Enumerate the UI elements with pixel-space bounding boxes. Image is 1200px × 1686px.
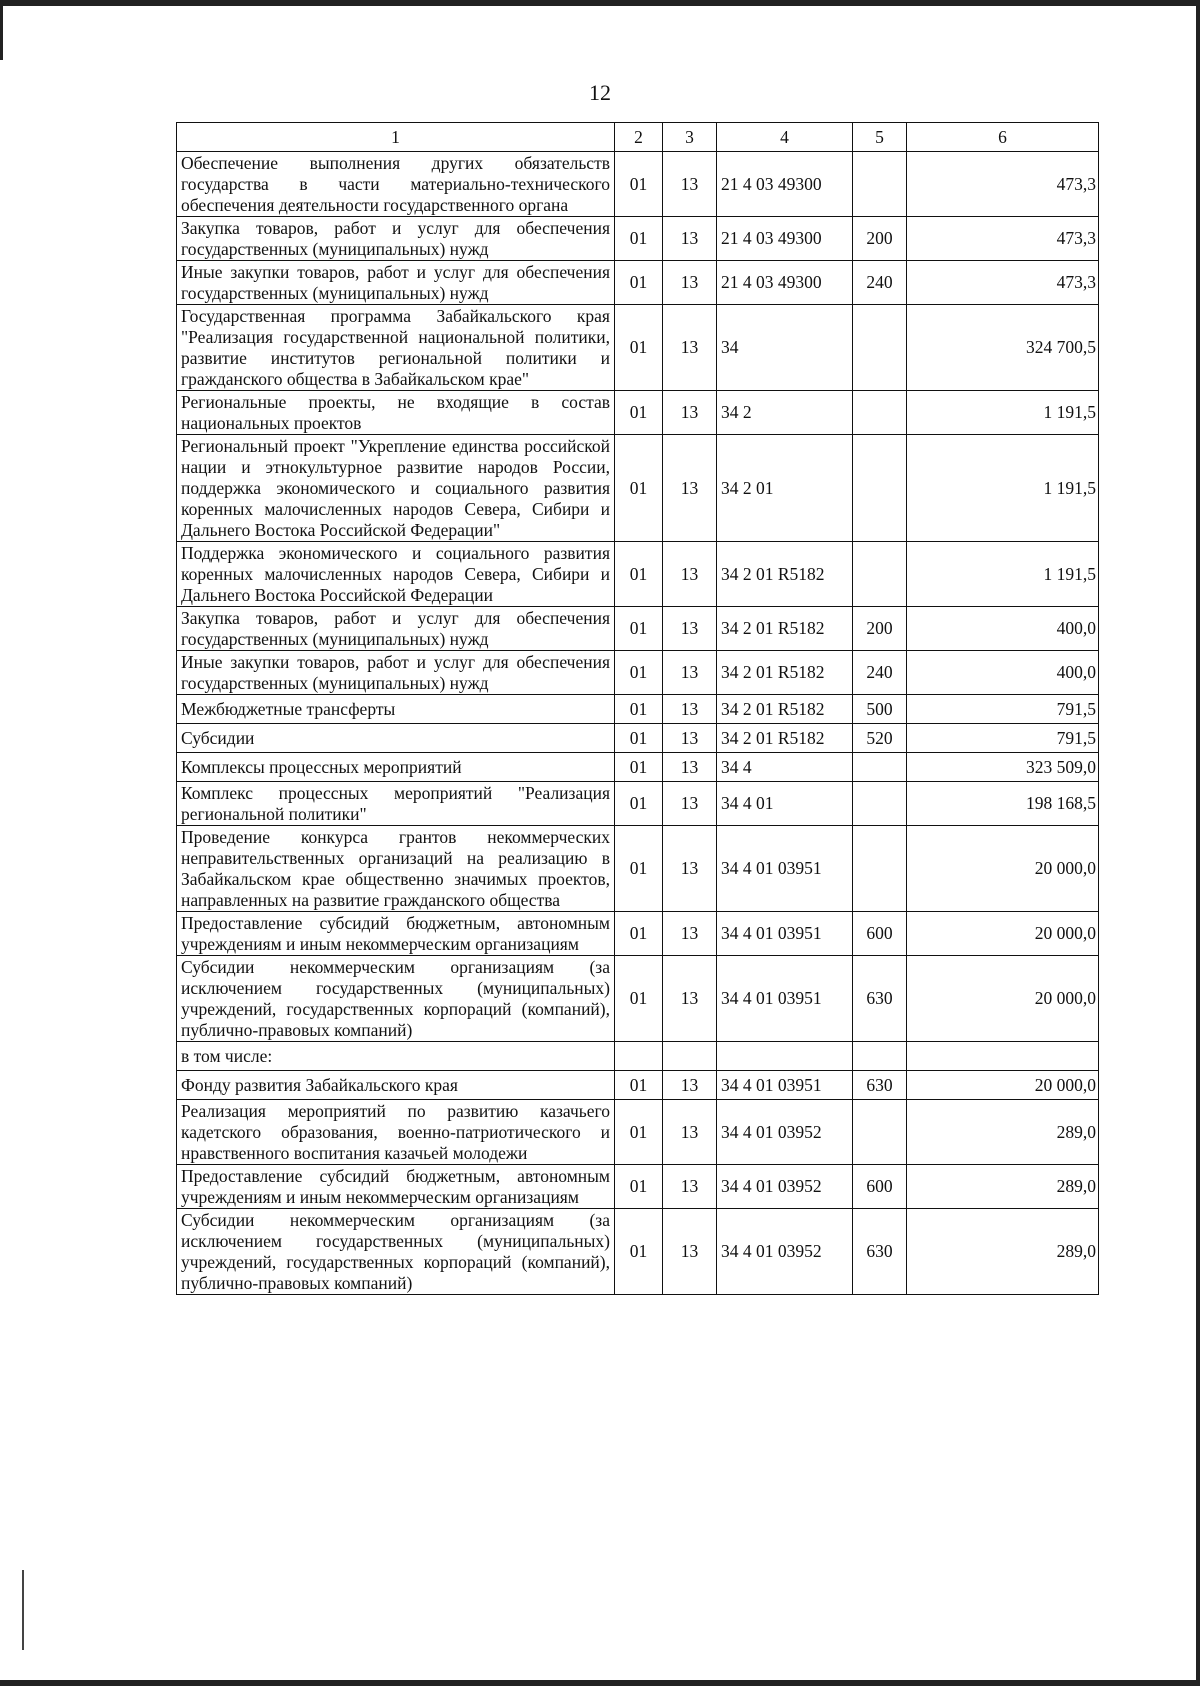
table-row [177,1100,1099,1165]
row-name: Государственная программа Забайкальского края "Реализация государственной национальной политики, развитие институтов региональной политики и гражданского общества в Забайкальском крае" [177,305,615,391]
scan-border-left [0,0,3,60]
row-subsection: 13 [663,782,717,826]
table-row [177,391,1099,435]
row-expense-type [853,542,907,607]
row-target-code: 34 4 01 03951 [717,912,853,956]
row-section: 01 [615,956,663,1042]
row-section: 01 [615,607,663,651]
row-name: Закупка товаров, работ и услуг для обеспечения государственных (муниципальных) нужд [177,217,615,261]
row-amount: 473,3 [907,152,1099,217]
row-section: 01 [615,826,663,912]
page-number: 12 [589,80,611,105]
table-row [177,651,1099,695]
table-row [177,912,1099,956]
row-section: 01 [615,695,663,724]
table-row [177,695,1099,724]
row-amount: 20 000,0 [907,826,1099,912]
row-amount: 20 000,0 [907,1071,1099,1100]
header-col-6: 6 [907,123,1099,152]
row-name: Субсидии некоммерческим организациям (за исключением государственных (муниципальных) учреждений, государственных корпораций (компаний), публично-правовых компаний) [177,956,615,1042]
scan-border-bottom [0,1680,1200,1686]
row-amount: 1 191,5 [907,542,1099,607]
row-amount: 1 191,5 [907,391,1099,435]
table-row [177,607,1099,651]
row-section: 01 [615,1071,663,1100]
row-name: Закупка товаров, работ и услуг для обеспечения государственных (муниципальных) нужд [177,607,615,651]
row-subsection: 13 [663,1165,717,1209]
row-target-code: 34 2 01 R5182 [717,651,853,695]
header-col-4: 4 [717,123,853,152]
row-expense-type: 630 [853,956,907,1042]
header-col-3: 3 [663,123,717,152]
table-row [177,724,1099,753]
row-expense-type: 630 [853,1071,907,1100]
row-target-code: 21 4 03 49300 [717,217,853,261]
row-amount: 400,0 [907,651,1099,695]
row-amount: 791,5 [907,695,1099,724]
row-target-code: 21 4 03 49300 [717,152,853,217]
row-subsection: 13 [663,651,717,695]
table-header-row [177,123,1099,152]
row-expense-type: 240 [853,651,907,695]
table-row [177,542,1099,607]
row-name: Иные закупки товаров, работ и услуг для обеспечения государственных (муниципальных) нужд [177,261,615,305]
row-expense-type: 520 [853,724,907,753]
table-row [177,956,1099,1042]
row-target-code: 34 4 01 03952 [717,1209,853,1295]
row-expense-type [853,1042,907,1071]
table-row [177,305,1099,391]
scan-mark-left [22,1570,24,1650]
row-subsection: 13 [663,607,717,651]
table-row [177,826,1099,912]
row-expense-type: 200 [853,217,907,261]
row-amount: 791,5 [907,724,1099,753]
row-expense-type: 500 [853,695,907,724]
row-section: 01 [615,391,663,435]
table-row [177,1042,1099,1071]
row-expense-type [853,753,907,782]
row-section: 01 [615,261,663,305]
row-amount: 323 509,0 [907,753,1099,782]
row-amount [907,1042,1099,1071]
budget-table [176,122,1099,1295]
table-row [177,435,1099,542]
table-row [177,1165,1099,1209]
row-subsection [663,1042,717,1071]
header-col-2: 2 [615,123,663,152]
row-amount: 20 000,0 [907,956,1099,1042]
row-name: Проведение конкурса грантов некоммерческих неправительственных организаций на реализацию в Забайкальском крае общественно значимых проектов, направленных на развитие гражданского общества [177,826,615,912]
row-section: 01 [615,753,663,782]
row-subsection: 13 [663,152,717,217]
row-name: Комплексы процессных мероприятий [177,753,615,782]
table-row [177,753,1099,782]
row-expense-type [853,152,907,217]
row-amount: 1 191,5 [907,435,1099,542]
row-expense-type [853,1100,907,1165]
scan-border-right [1196,0,1200,1686]
row-subsection: 13 [663,753,717,782]
row-section: 01 [615,724,663,753]
row-target-code: 34 4 01 03952 [717,1100,853,1165]
row-expense-type [853,391,907,435]
row-subsection: 13 [663,217,717,261]
row-target-code: 34 4 01 03951 [717,956,853,1042]
row-expense-type [853,435,907,542]
row-target-code [717,1042,853,1071]
row-section: 01 [615,305,663,391]
table-row [177,217,1099,261]
row-subsection: 13 [663,305,717,391]
row-name: Предоставление субсидий бюджетным, автономным учреждениям и иным некоммерческим организациям [177,912,615,956]
row-target-code: 34 4 01 03952 [717,1165,853,1209]
row-expense-type [853,782,907,826]
table-row [177,1209,1099,1295]
row-name: Реализация мероприятий по развитию казачьего кадетского образования, военно-патриотического и нравственного воспитания казачьей молодежи [177,1100,615,1165]
row-name: Региональный проект "Укрепление единства российской нации и этнокультурное развитие народов России, поддержка экономического и социального развития коренных малочисленных народов Севера, Сибири и Дальнего Востока Российской Федерации" [177,435,615,542]
row-amount: 289,0 [907,1165,1099,1209]
row-subsection: 13 [663,542,717,607]
row-expense-type [853,305,907,391]
row-subsection: 13 [663,261,717,305]
row-section: 01 [615,651,663,695]
row-target-code: 34 4 [717,753,853,782]
row-target-code: 34 4 01 03951 [717,826,853,912]
row-section: 01 [615,912,663,956]
row-name: Субсидии [177,724,615,753]
row-amount: 198 168,5 [907,782,1099,826]
row-target-code: 34 2 01 R5182 [717,695,853,724]
row-subsection: 13 [663,1100,717,1165]
row-amount: 400,0 [907,607,1099,651]
row-amount: 473,3 [907,217,1099,261]
header-col-1: 1 [177,123,615,152]
row-subsection: 13 [663,826,717,912]
row-section: 01 [615,782,663,826]
row-target-code: 34 2 01 R5182 [717,607,853,651]
row-name: Фонду развития Забайкальского края [177,1071,615,1100]
row-target-code: 34 2 01 R5182 [717,542,853,607]
row-target-code: 34 4 01 03951 [717,1071,853,1100]
row-expense-type: 630 [853,1209,907,1295]
header-col-5: 5 [853,123,907,152]
row-section: 01 [615,1209,663,1295]
row-subsection: 13 [663,724,717,753]
row-amount: 20 000,0 [907,912,1099,956]
row-target-code: 21 4 03 49300 [717,261,853,305]
row-name: Комплекс процессных мероприятий "Реализация региональной политики" [177,782,615,826]
row-target-code: 34 [717,305,853,391]
row-name: Субсидии некоммерческим организациям (за исключением государственных (муниципальных) учреждений, государственных корпораций (компаний), публично-правовых компаний) [177,1209,615,1295]
row-name: Региональные проекты, не входящие в состав национальных проектов [177,391,615,435]
table-row [177,1071,1099,1100]
row-name: Поддержка экономического и социального развития коренных малочисленных народов Севера, Сибири и Дальнего Востока Российской Федерации [177,542,615,607]
table-row [177,152,1099,217]
row-section: 01 [615,1100,663,1165]
row-amount: 473,3 [907,261,1099,305]
row-name: Межбюджетные трансферты [177,695,615,724]
row-subsection: 13 [663,695,717,724]
row-name: в том числе: [177,1042,615,1071]
table-row [177,782,1099,826]
row-subsection: 13 [663,391,717,435]
row-name: Предоставление субсидий бюджетным, автономным учреждениям и иным некоммерческим организациям [177,1165,615,1209]
row-amount: 289,0 [907,1100,1099,1165]
row-expense-type: 240 [853,261,907,305]
row-name: Иные закупки товаров, работ и услуг для обеспечения государственных (муниципальных) нужд [177,651,615,695]
table-row [177,261,1099,305]
row-section: 01 [615,152,663,217]
row-expense-type: 600 [853,912,907,956]
row-target-code: 34 4 01 [717,782,853,826]
row-section: 01 [615,542,663,607]
row-expense-type: 600 [853,1165,907,1209]
row-section: 01 [615,217,663,261]
row-section: 01 [615,435,663,542]
row-target-code: 34 2 01 R5182 [717,724,853,753]
row-expense-type [853,826,907,912]
row-target-code: 34 2 01 [717,435,853,542]
row-subsection: 13 [663,435,717,542]
row-subsection: 13 [663,1209,717,1295]
row-subsection: 13 [663,912,717,956]
row-section: 01 [615,1165,663,1209]
row-amount: 324 700,5 [907,305,1099,391]
row-name: Обеспечение выполнения других обязательств государства в части материально-технического обеспечения деятельности государственного органа [177,152,615,217]
row-section [615,1042,663,1071]
scan-border-top [0,0,1200,6]
row-target-code: 34 2 [717,391,853,435]
row-expense-type: 200 [853,607,907,651]
row-subsection: 13 [663,1071,717,1100]
row-amount: 289,0 [907,1209,1099,1295]
row-subsection: 13 [663,956,717,1042]
